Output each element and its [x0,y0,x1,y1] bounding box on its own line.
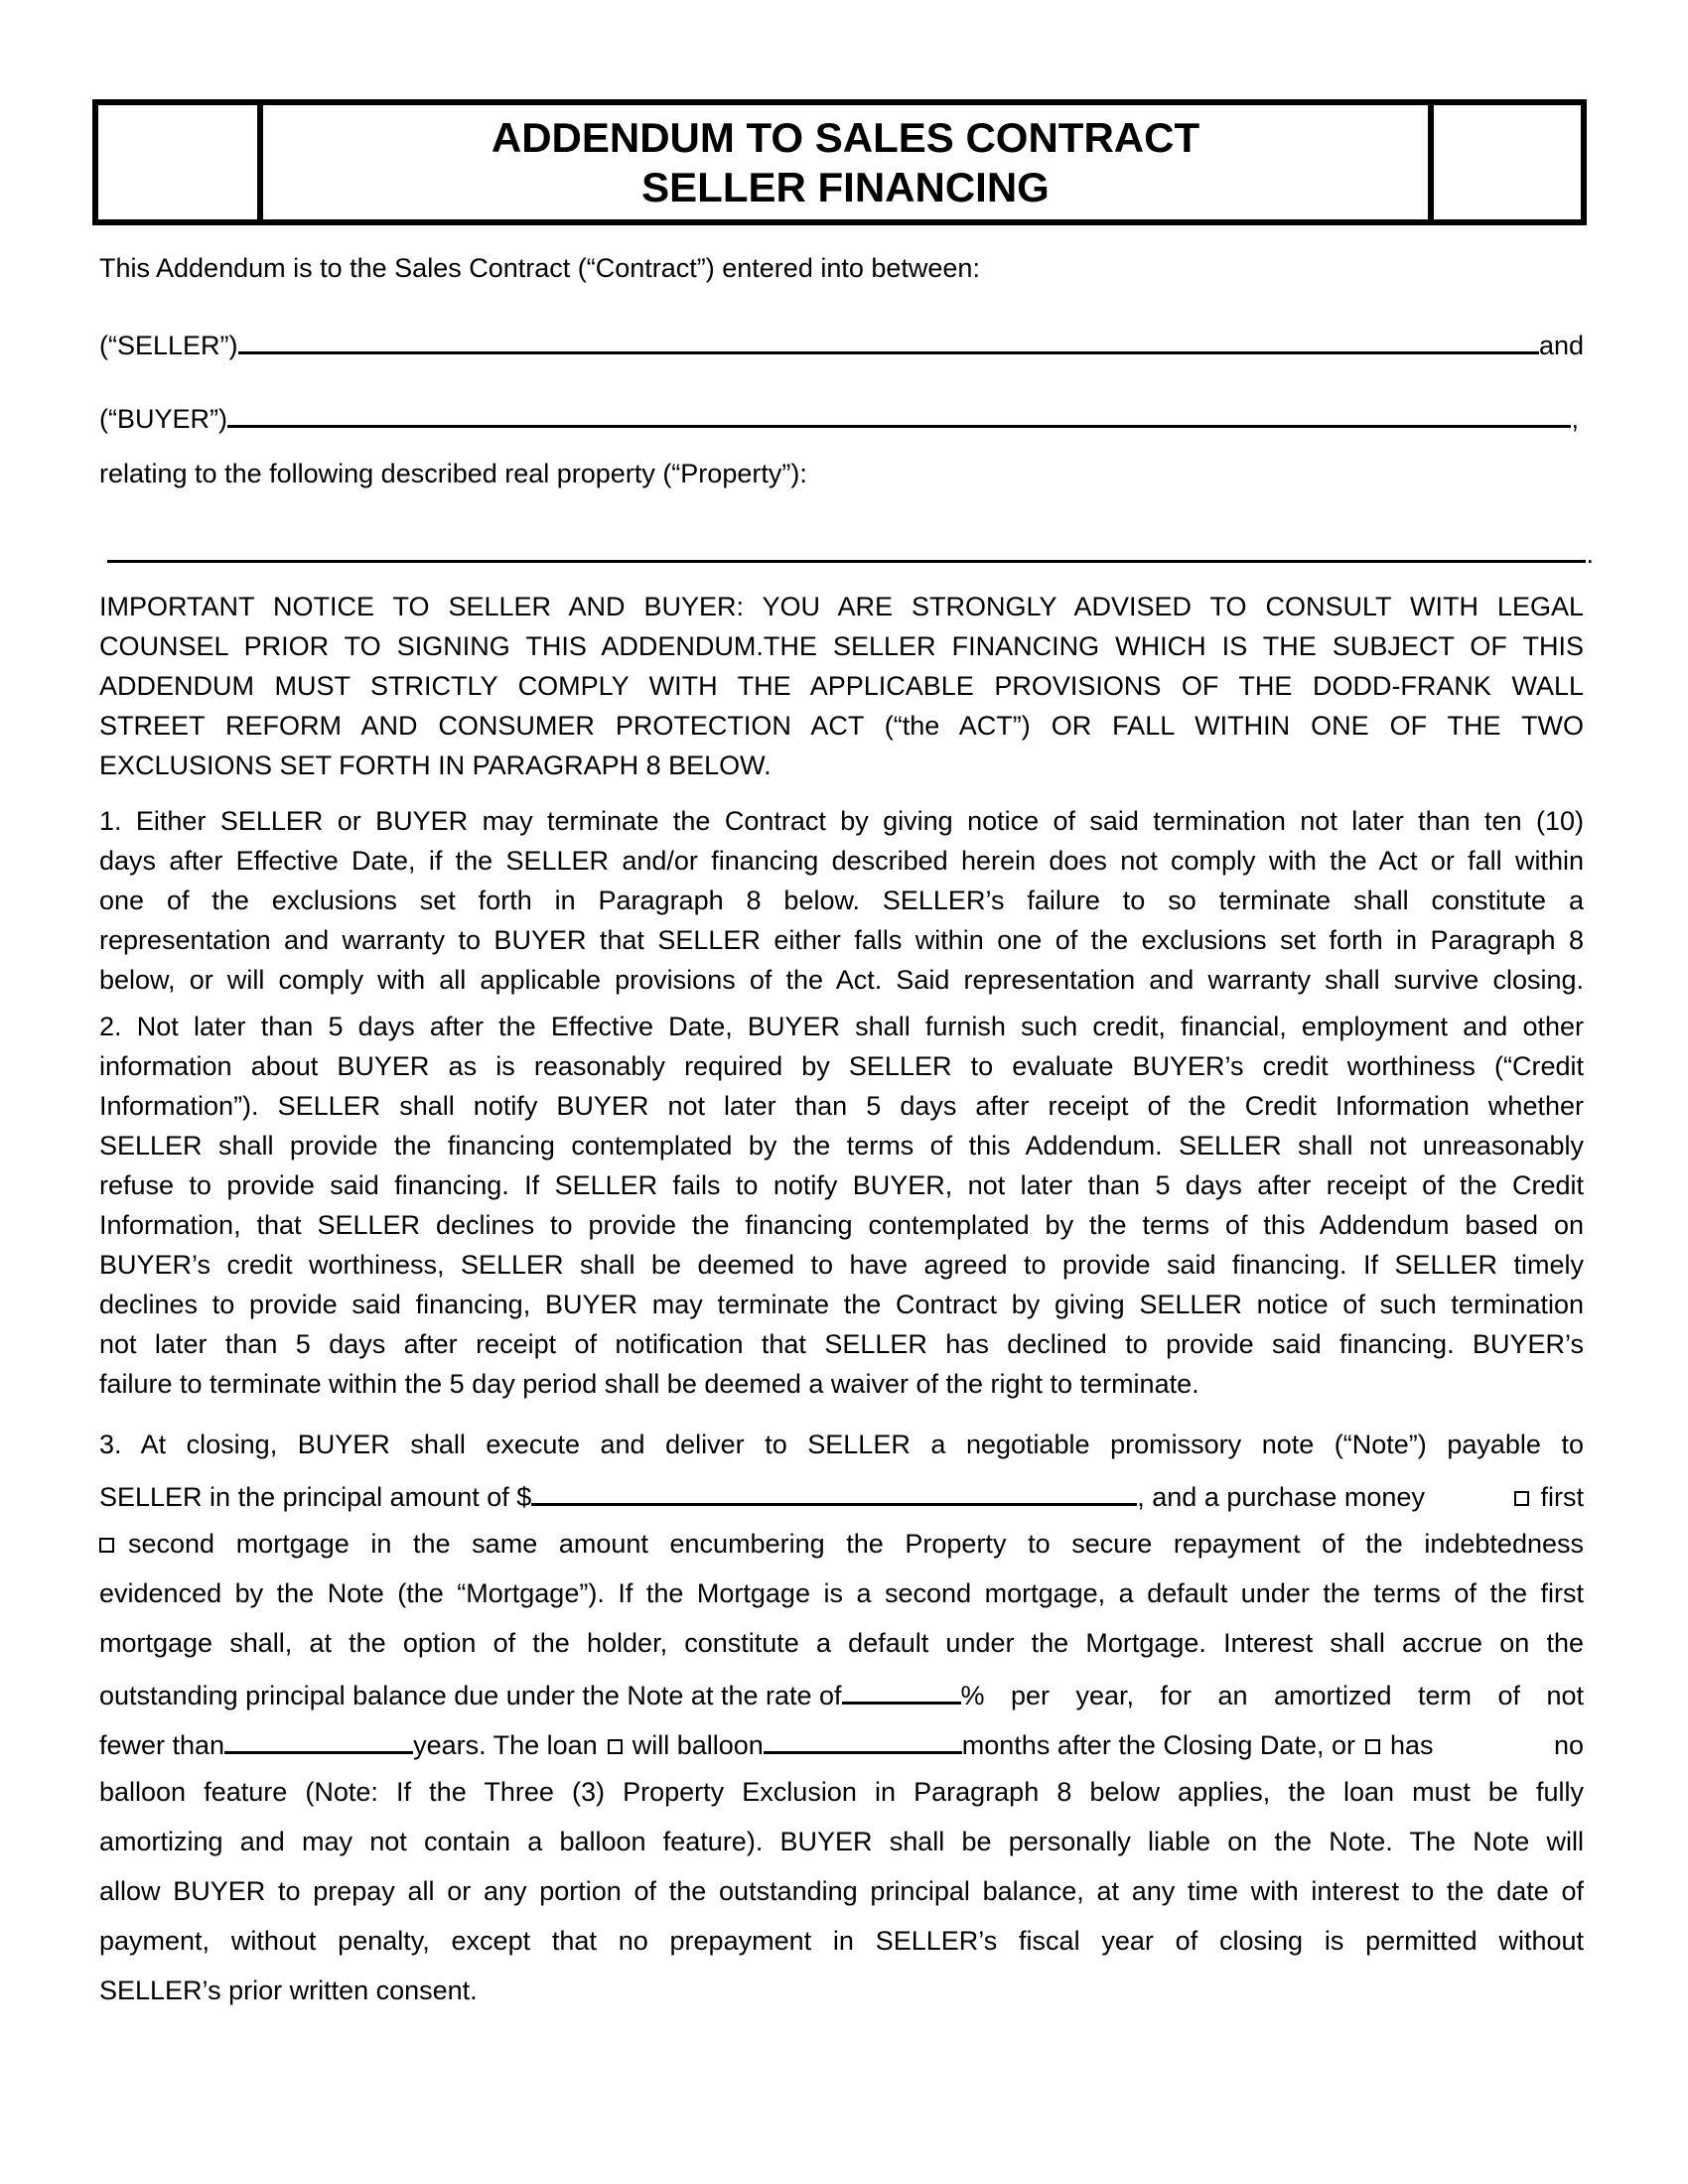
seller-label: (“SELLER”) [99,331,238,360]
first-mortgage-label: first [1540,1482,1584,1512]
no-balloon-label: has no [1389,1730,1584,1760]
paragraph-line: information about BUYER as is reasonably required by SELLER to evaluate BUYER’s credit worthiness (“Credit [99,1051,1584,1081]
paragraph-line: 2. Not later than 5 days after the Effective Date, BUYER shall furnish such credit, financial, employment and other [99,1012,1584,1041]
buyer-label: (“BUYER”) [99,404,227,434]
second-mortgage-checkbox[interactable] [99,1538,114,1553]
paragraph-line: mortgage shall, at the option of the holder, constitute a default under the Mortgage. Interest shall accrue on the [99,1628,1584,1658]
title-box-left-cell [98,105,263,219]
closing-date-text: months after the Closing Date, or [961,1730,1355,1760]
interest-rate-suffix: % per year, for an amortized term of not [960,1681,1584,1710]
paragraph-line: second mortgage in the same amount encumbering the Property to secure repayment of the indebtedness [128,1529,1584,1559]
term-years-field[interactable] [224,1727,413,1754]
paragraph-line: refuse to provide said financing. If SELLER fails to notify BUYER, not later than 5 days after receipt of the Credit [99,1170,1584,1200]
interest-rate-row [99,1678,1584,1711]
will-balloon-checkbox[interactable] [608,1739,623,1754]
title-box-right-cell [1428,105,1581,219]
paragraph-line: not later than 5 days after receipt of notification that SELLER has declined to provide said financing. BUYER’s [99,1329,1584,1359]
first-mortgage-checkbox[interactable] [1514,1491,1529,1506]
title-box [92,99,1587,225]
paragraph-line: balloon feature (Note: If the Three (3) Property Exclusion in Paragraph 8 below applies, the loan must be fully [99,1777,1584,1807]
title-box-center-cell [263,105,1428,219]
seller-name-field[interactable] [238,328,1539,354]
purchase-money-text: , and a purchase money [1137,1482,1425,1512]
seller-suffix: and [1538,331,1584,360]
paragraph-line: declines to provide said financing, BUYER may terminate the Contract by giving SELLER notice of such termination [99,1290,1584,1319]
buyer-row [99,401,1579,435]
document-subtitle: SELLER FINANCING [641,163,1050,210]
buyer-suffix: , [1571,404,1579,434]
paragraph-line: Information”). SELLER shall notify BUYER not later than 5 days after receipt of the Credit Information whether [99,1091,1584,1121]
paragraph-line: evidenced by the Note (the “Mortgage”). If the Mortgage is a second mortgage, a default under the terms of the first [99,1578,1584,1608]
property-description-field[interactable] [107,536,1586,563]
buyer-name-field[interactable] [227,401,1571,428]
paragraph-line: days after Effective Date, if the SELLER and/or financing described herein does not comply with the Act or fall within [99,846,1584,876]
paragraph-line: allow BUYER to prepay all or any portion of the outstanding principal balance, at any time with interest to the date of [99,1876,1584,1906]
term-balloon-row [99,1727,1584,1761]
will-balloon-label: will balloon [632,1730,764,1760]
loan-text: years. The loan [413,1730,598,1760]
paragraph-line: one of the exclusions set forth in Paragraph 8 below. SELLER’s failure to so terminate shall constitute a [99,886,1584,915]
second-mortgage-row [99,1529,1584,1560]
paragraph-line: 1. Either SELLER or BUYER may terminate the Contract by giving notice of said termination not later than ten (10) [99,806,1584,836]
balloon-months-field[interactable] [764,1727,962,1754]
property-row [107,536,1594,570]
paragraph-line: SELLER shall provide the financing contemplated by the terms of this Addendum. SELLER shall not unreasonably [99,1131,1584,1160]
notice-line: IMPORTANT NOTICE TO SELLER AND BUYER: YOU ARE STRONGLY ADVISED TO CONSULT WITH LEGAL [99,592,1584,621]
notice-line: EXCLUSIONS SET FORTH IN PARAGRAPH 8 BELOW. [99,751,772,780]
term-label: fewer than [99,1730,225,1760]
paragraph-line: failure to terminate within the 5 day period shall be deemed a waiver of the right to terminate. [99,1369,1199,1399]
paragraph-line: representation and warranty to BUYER that SELLER either falls within one of the exclusions set forth in Paragraph 8 [99,925,1584,955]
paragraph-line: payment, without penalty, except that no prepayment in SELLER’s fiscal year of closing is permitted without [99,1926,1584,1956]
document-title: ADDENDUM TO SALES CONTRACT [491,113,1200,161]
paragraph-line: SELLER’s prior written consent. [99,1976,478,2005]
property-intro-text: relating to the following described real property (“Property”): [99,459,807,488]
principal-amount-field[interactable] [531,1479,1137,1506]
notice-line: STREET REFORM AND CONSUMER PROTECTION ACT (“the ACT”) OR FALL WITHIN ONE OF THE TWO [99,711,1584,741]
paragraph-line: BUYER’s credit worthiness, SELLER shall be deemed to have agreed to provide said financing. If SELLER timely [99,1250,1584,1280]
paragraph-line: below, or will comply with all applicable provisions of the Act. Said representation and warranty shall survive closing. [99,965,1584,995]
interest-rate-field[interactable] [842,1678,961,1705]
notice-line: COUNSEL PRIOR TO SIGNING THIS ADDENDUM.THE SELLER FINANCING WHICH IS THE SUBJECT OF THIS [99,631,1584,661]
property-suffix: . [1586,539,1594,569]
no-balloon-checkbox[interactable] [1365,1739,1380,1754]
paragraph-line: amortizing and may not contain a balloon feature). BUYER shall be personally liable on the Note. The Note will [99,1827,1584,1856]
paragraph-line: 3. At closing, BUYER shall execute and deliver to SELLER a negotiable promissory note (“Note”) payable to [99,1430,1584,1459]
principal-amount-row [99,1479,1584,1513]
principal-amount-label: SELLER in the principal amount of $ [99,1482,532,1512]
intro-text: This Addendum is to the Sales Contract (“Contract”) entered into between: [99,253,980,283]
interest-rate-label: outstanding principal balance due under the Note at the rate of [99,1681,842,1710]
seller-row [99,328,1584,361]
paragraph-line: Information, that SELLER declines to provide the financing contemplated by the terms of this Addendum based on [99,1210,1584,1240]
notice-line: ADDENDUM MUST STRICTLY COMPLY WITH THE APPLICABLE PROVISIONS OF THE DODD-FRANK WALL [99,671,1584,701]
